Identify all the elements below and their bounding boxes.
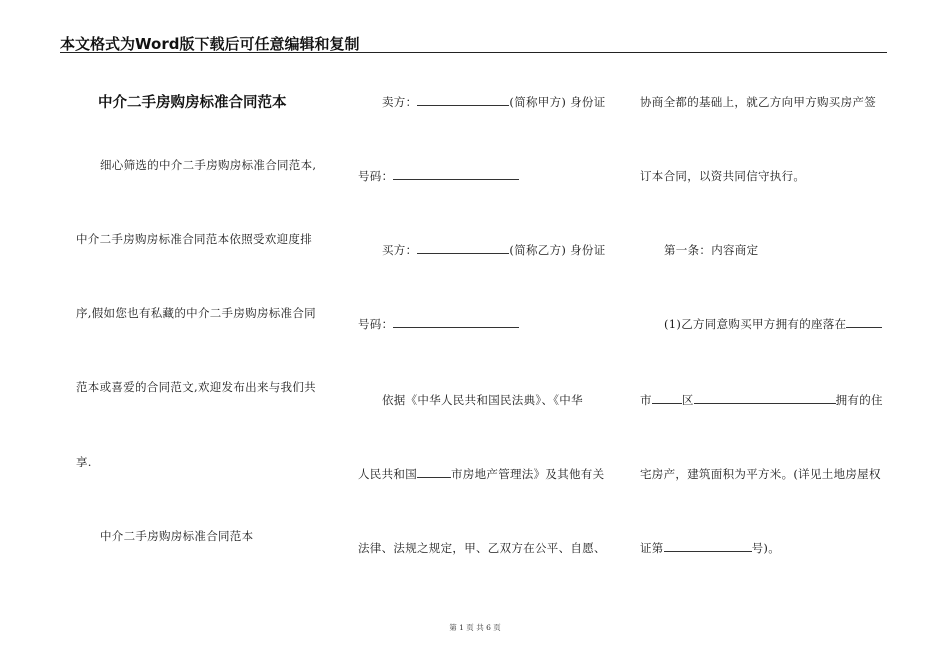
- paragraph-line: [664, 316, 882, 332]
- article-heading: 第一条：内容商定: [664, 243, 759, 257]
- paragraph-line: [640, 392, 883, 408]
- text-segment: 证第: [640, 541, 664, 555]
- location-blank[interactable]: [846, 316, 882, 328]
- seller-id-label: 号码：: [358, 169, 394, 183]
- section-heading: 中介二手房购房标准合同范本: [100, 529, 254, 543]
- buyer-suffix: (简称乙方) 身份证: [509, 243, 606, 257]
- document-header-title: 本文格式为Word版下载后可任意编辑和复制: [60, 35, 360, 53]
- certificate-number-blank[interactable]: [664, 540, 752, 552]
- text-segment: 市房地产管理法》及其他有关: [451, 467, 605, 481]
- buyer-id-blank[interactable]: [393, 316, 519, 328]
- city-blank[interactable]: [417, 466, 451, 478]
- paragraph-line: 订本合同，以资共同信守执行。: [640, 169, 806, 183]
- paragraph-line: 序,假如您也有私藏的中介二手房购房标准合同: [76, 306, 316, 320]
- text-segment: 人民共和国: [358, 467, 417, 481]
- seller-id-blank[interactable]: [393, 168, 519, 180]
- text-segment: 拥有的住: [835, 393, 883, 407]
- buyer-id-line: [358, 316, 519, 332]
- text-segment: (1)乙方同意购买甲方拥有的座落在: [664, 317, 847, 331]
- paragraph-line: 享.: [76, 455, 92, 469]
- buyer-id-label: 号码：: [358, 317, 394, 331]
- paragraph-line: 法律、法规之规定，甲、乙双方在公平、自愿、: [358, 541, 606, 555]
- text-segment: 号)。: [751, 541, 780, 555]
- text-segment: 市: [640, 393, 652, 407]
- seller-id-line: [358, 168, 519, 184]
- paragraph-line: [358, 466, 604, 482]
- paragraph-line: 中介二手房购房标准合同范本依照受欢迎度排: [76, 232, 312, 246]
- seller-suffix: (简称甲方) 身份证: [509, 95, 606, 109]
- seller-label: 卖方：: [382, 95, 418, 109]
- document-title: 中介二手房购房标准合同范本: [98, 95, 287, 111]
- buyer-label: 买方：: [382, 243, 418, 257]
- page-number: 第 1 页 共 6 页: [449, 623, 501, 632]
- city-name-blank[interactable]: [652, 392, 682, 404]
- paragraph-line: 宅房产，建筑面积为平方米。(详见土地房屋权: [640, 467, 881, 481]
- buyer-name-blank[interactable]: [417, 242, 509, 254]
- seller-name-blank[interactable]: [417, 94, 509, 106]
- buyer-line: [382, 242, 606, 258]
- paragraph-line: 依据《中华人民共和国民法典》、《中华: [382, 393, 583, 407]
- seller-line: [382, 94, 606, 110]
- paragraph-line: 范本或喜爱的合同范文,欢迎发布出来与我们共: [76, 380, 316, 394]
- district-blank[interactable]: [694, 392, 836, 404]
- text-segment: 区: [681, 393, 694, 407]
- header-divider: [60, 52, 887, 53]
- paragraph-line: 细心筛选的中介二手房购房标准合同范本,: [100, 158, 317, 172]
- paragraph-line: [640, 540, 780, 556]
- paragraph-line: 协商全都的基础上，就乙方向甲方购买房产签: [640, 95, 876, 109]
